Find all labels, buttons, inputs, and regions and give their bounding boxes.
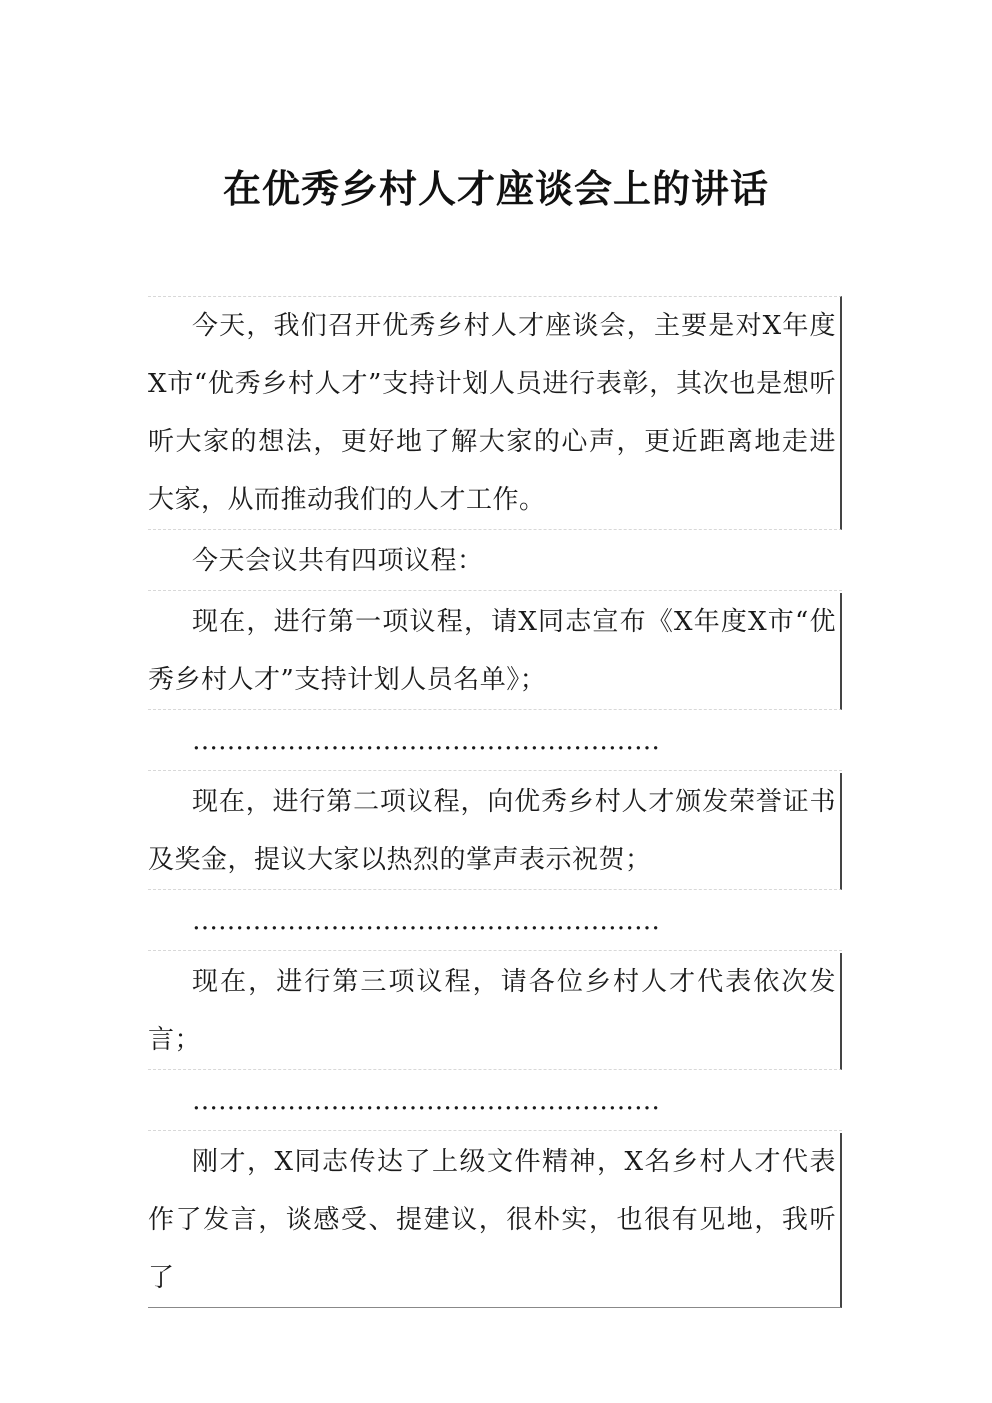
paragraph-summary: 刚才，X同志传达了上级文件精神，X名乡村人才代表作了发言，谈感受、提建议，很朴实，也很有见地，我听了 bbox=[148, 1133, 842, 1308]
document-title: 在优秀乡村人才座谈会上的讲话 bbox=[222, 166, 769, 211]
paragraph-agenda-item-2: 现在，进行第二项议程，向优秀乡村人才颁发荣誉证书及奖金，提议大家以热烈的掌声表示祝贺； bbox=[148, 773, 842, 890]
paragraph-opening: 今天，我们召开优秀乡村人才座谈会，主要是对X年度X市“优秀乡村人才”支持计划人员进行表彰，其次也是想听听大家的想法，更好地了解大家的心声，更近距离地走进大家，从而推动我们的人才工作。 bbox=[148, 296, 842, 530]
paragraph-agenda-intro: 今天会议共有四项议程： bbox=[148, 532, 842, 591]
paragraph-ellipsis-2: ……………………………………………… bbox=[148, 892, 842, 951]
paragraph-agenda-item-3: 现在，进行第三项议程，请各位乡村人才代表依次发言； bbox=[148, 953, 842, 1070]
paragraph-ellipsis-1: ……………………………………………… bbox=[148, 712, 842, 771]
paragraph-agenda-item-1: 现在，进行第一项议程，请X同志宣布《X年度X市“优秀乡村人才”支持计划人员名单》； bbox=[148, 593, 842, 710]
paragraph-ellipsis-3: ……………………………………………… bbox=[148, 1072, 842, 1131]
document-body bbox=[148, 296, 842, 1310]
